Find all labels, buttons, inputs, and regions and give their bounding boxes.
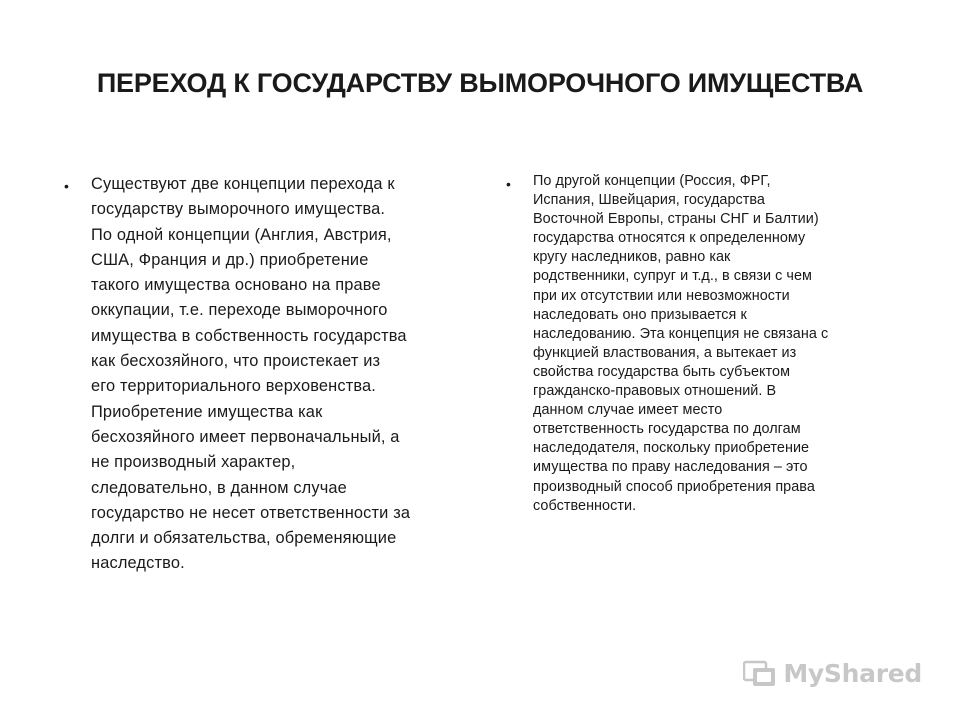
watermark xyxy=(743,656,922,690)
myshared-logo-icon xyxy=(743,656,777,690)
left-column xyxy=(64,172,478,577)
bullet-marker: • xyxy=(64,178,69,194)
left-paragraph: Существуют две концепции перехода к государству выморочного имущества. По одной концепции (Англия, Австрия, США, Франция и др.) приобретение такого имущества основано на праве оккупации, т.е. переходе выморочного имущества в собственность государства как бесхозяйного, что проистекает из его территориального верховенства. Приобретение имущества как бесхозяйного имеет первоначальный, а не производный характер, следовательно, в данном случае государство не несет ответственности за долги и обязательства, обременяющие наследство. xyxy=(91,175,411,573)
right-column xyxy=(506,172,910,516)
slide-title: ПЕРЕХОД К ГОСУДАРСТВУ ВЫМОРОЧНОГО ИМУЩЕСТВА xyxy=(96,68,864,98)
bullet-marker: • xyxy=(506,176,511,192)
right-paragraph: По другой концепции (Россия, ФРГ, Испания, Швейцария, государства Восточной Европы, страны СНГ и Балтии) государства относятся к определенному кругу наследников, равно как родственники, супруг и т.д., в связи с чем при их отсутствии или невозможности наследовать оно призывается к наследованию. Эта концепция не связана с функцией властвования, а вытекает из свойства государства быть субъектом гражданско-правовых отношений. В данном случае имеет место ответственность государства по долгам наследодателя, поскольку приобретение имущества по праву наследования – это производный способ приобретения права собственности. xyxy=(533,173,829,514)
right-bullet-item xyxy=(506,172,910,516)
left-bullet-item xyxy=(64,172,478,577)
watermark-text: MyShared xyxy=(783,658,922,688)
